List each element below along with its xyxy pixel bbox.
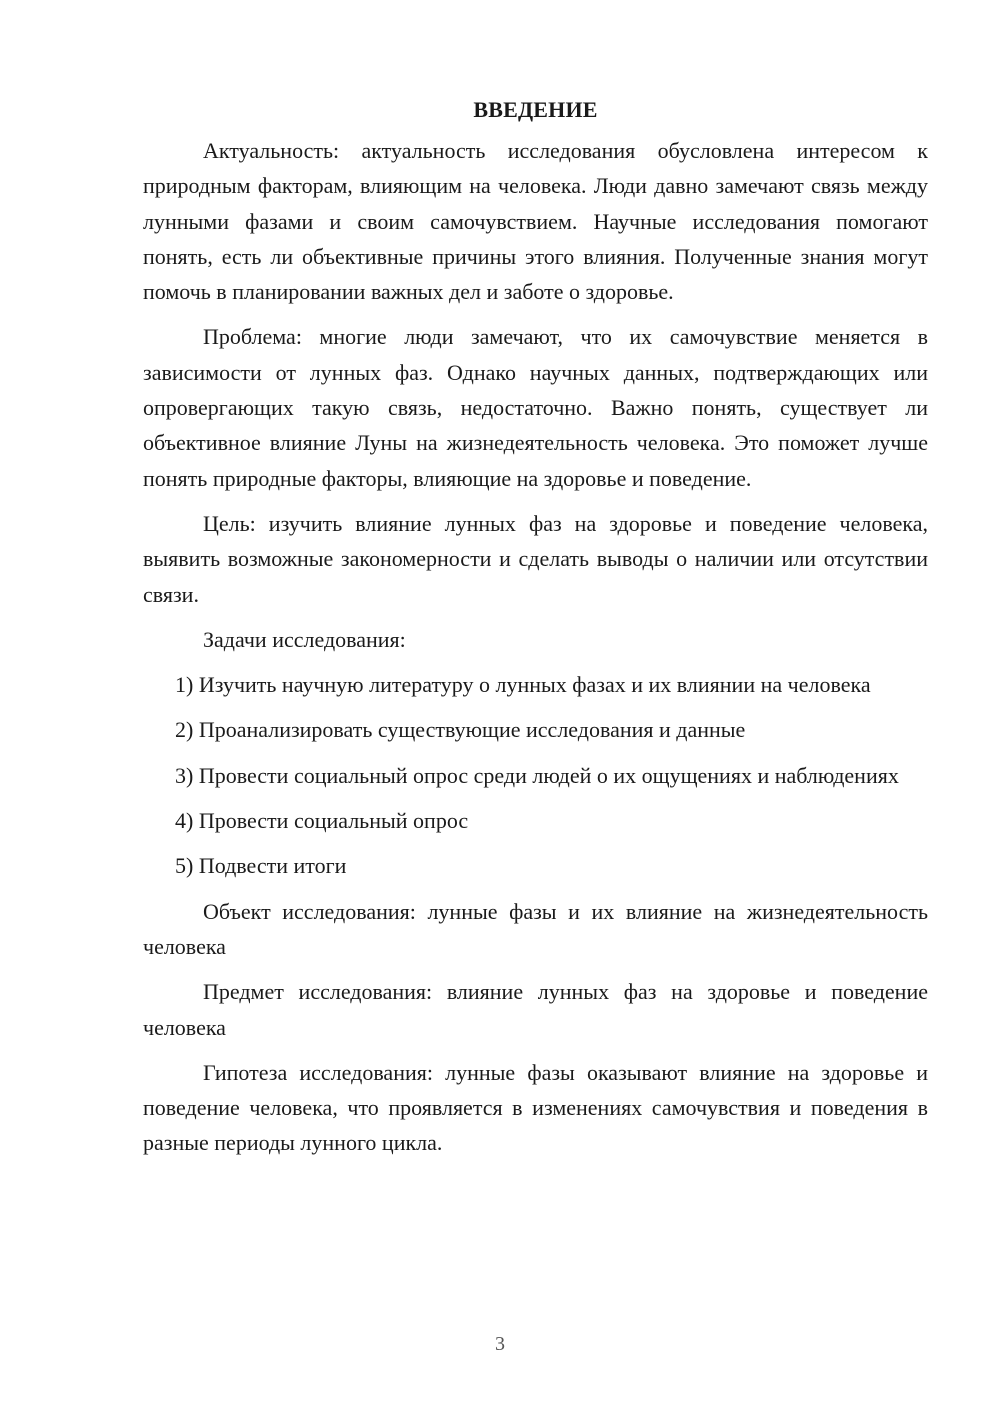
tasks-heading: Задачи исследования: [203, 626, 406, 652]
problem-paragraph: Проблема: многие люди замечают, что их самочувствие меняется в зависимости от лунных фаз. Однако научных данных, подтверждающих или опровергающих такую связь, недостаточно. Важно понять, существует ли объективное влияние Луны на жизнедеятельность человека. Это поможет лучше понять природные факторы, влияющие на здоровье и поведение. [143, 324, 928, 491]
goal-paragraph: Цель: изучить влияние лунных фаз на здоровье и поведение человека, выявить возможные закономерности и сделать выводы о наличии или отсутствии связи. [143, 510, 928, 607]
document-page [143, 92, 928, 1171]
task-item-3: 3) Провести социальный опрос среди людей о их ощущениях и наблюдениях [175, 762, 899, 788]
task-item-2: 2) Проанализировать существующие исследования и данные [175, 717, 746, 743]
task-item-5: 5) Подвести итоги [175, 853, 347, 879]
relevance-paragraph: Актуальность: актуальность исследования обусловлена интересом к природным факторам, влияющим на человека. Люди давно замечают связь между лунными фазами и своим самочувствием. Научные исследования помогают понять, есть ли объективные причины этого влияния. Полученные знания могут помочь в планировании важных дел и заботе о здоровье. [143, 138, 928, 305]
object-paragraph: Объект исследования: лунные фазы и их влияние на жизнедеятельность человека [143, 898, 928, 959]
section-title: ВВЕДЕНИЕ [473, 97, 598, 122]
subject-paragraph: Предмет исследования: влияние лунных фаз на здоровье и поведение человека [143, 979, 928, 1040]
task-item-4: 4) Провести социальный опрос [175, 808, 469, 834]
page-number: 3 [495, 1333, 505, 1355]
task-item-1: 1) Изучить научную литературу о лунных фазах и их влиянии на человека [175, 672, 871, 698]
hypothesis-paragraph: Гипотеза исследования: лунные фазы оказывают влияние на здоровье и поведение человека, что проявляется в изменениях самочувствия и поведения в разные периоды лунного цикла. [143, 1059, 928, 1156]
